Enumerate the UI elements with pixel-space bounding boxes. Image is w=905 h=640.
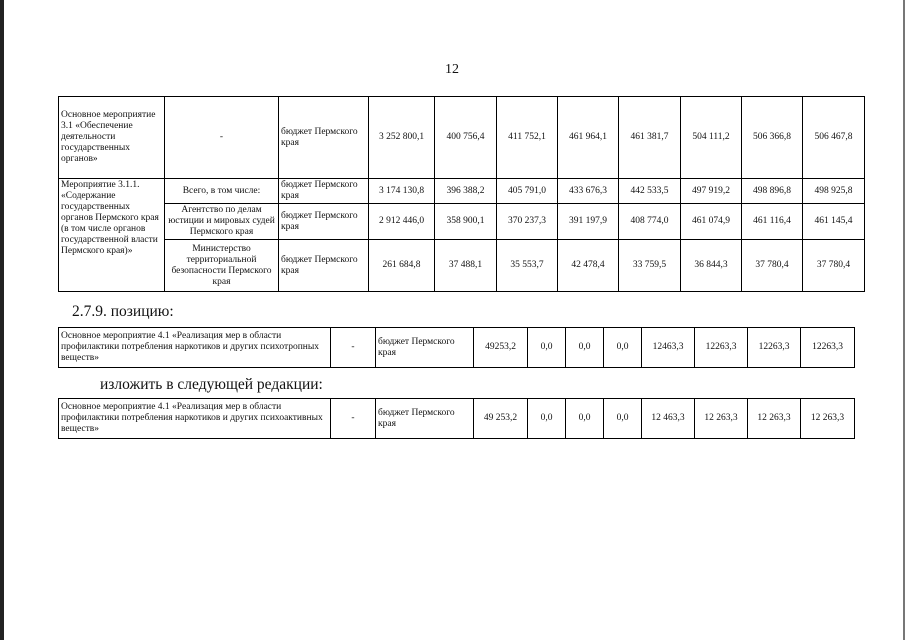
value-cell: 49253,2 xyxy=(474,328,528,368)
value-cell: 461 381,7 xyxy=(619,97,681,179)
value-cell: 358 900,1 xyxy=(435,204,497,240)
page-number: 12 xyxy=(445,62,459,77)
value-cell: 0,0 xyxy=(528,399,566,439)
table-row xyxy=(59,204,865,240)
event-name-cell: Основное мероприятие 3.1 «Обеспечение деятельности государственных органов» xyxy=(59,97,165,179)
value-cell: 506 467,8 xyxy=(803,97,865,179)
table-row xyxy=(59,97,865,179)
funding-source-cell: бюджет Пермского края xyxy=(279,204,369,240)
table-row xyxy=(59,328,855,368)
scan-edge-left xyxy=(0,0,4,640)
value-cell: 36 844,3 xyxy=(681,240,742,292)
funding-source-cell: бюджет Пермского края xyxy=(376,328,474,368)
value-cell: 35 553,7 xyxy=(497,240,558,292)
value-cell: 0,0 xyxy=(566,328,604,368)
new-edition-heading: изложить в следующей редакции: xyxy=(100,376,323,393)
value-cell: 37 780,4 xyxy=(742,240,803,292)
executor-cell: - xyxy=(165,97,279,179)
value-cell: 461 074,9 xyxy=(681,204,742,240)
funding-source-cell: бюджет Пермского края xyxy=(279,97,369,179)
value-cell: 461 116,4 xyxy=(742,204,803,240)
event-name-cell: Основное мероприятие 4.1 «Реализация мер в области профилактики потребления наркотиков и других психотропных веществ» xyxy=(59,328,331,368)
value-cell: 12263,3 xyxy=(695,328,748,368)
value-cell: 12263,3 xyxy=(748,328,801,368)
value-cell: 12263,3 xyxy=(801,328,855,368)
value-cell: 497 919,2 xyxy=(681,179,742,204)
value-cell: 391 197,9 xyxy=(558,204,619,240)
value-cell: 504 111,2 xyxy=(681,97,742,179)
value-cell: 12 263,3 xyxy=(801,399,855,439)
value-cell: 400 756,4 xyxy=(435,97,497,179)
table-row xyxy=(59,179,865,204)
executor-cell: Министерство территориальной безопасности Пермского края xyxy=(165,240,279,292)
funding-source-cell: бюджет Пермского края xyxy=(279,240,369,292)
value-cell: 3 252 800,1 xyxy=(369,97,435,179)
event-name-cell: Основное мероприятие 4.1 «Реализация мер в области профилактики потребления наркотиков и других психоактивных веществ» xyxy=(59,399,331,439)
value-cell: 506 366,8 xyxy=(742,97,803,179)
value-cell: 12 263,3 xyxy=(695,399,748,439)
value-cell: 49 253,2 xyxy=(474,399,528,439)
program-table-old xyxy=(58,327,855,368)
table-row xyxy=(59,399,855,439)
value-cell: 261 684,8 xyxy=(369,240,435,292)
value-cell: 12 263,3 xyxy=(748,399,801,439)
value-cell: 408 774,0 xyxy=(619,204,681,240)
funding-source-cell: бюджет Пермского края xyxy=(279,179,369,204)
value-cell: 37 780,4 xyxy=(803,240,865,292)
position-heading: 2.7.9. позицию: xyxy=(72,303,174,320)
value-cell: 42 478,4 xyxy=(558,240,619,292)
executor-cell: Всего, в том числе: xyxy=(165,179,279,204)
executor-cell: - xyxy=(331,328,376,368)
value-cell: 498 925,8 xyxy=(803,179,865,204)
value-cell: 12463,3 xyxy=(642,328,695,368)
value-cell: 33 759,5 xyxy=(619,240,681,292)
funding-source-cell: бюджет Пермского края xyxy=(376,399,474,439)
value-cell: 411 752,1 xyxy=(497,97,558,179)
program-table-new xyxy=(58,398,855,439)
value-cell: 396 388,2 xyxy=(435,179,497,204)
value-cell: 498 896,8 xyxy=(742,179,803,204)
value-cell: 37 488,1 xyxy=(435,240,497,292)
value-cell: 461 145,4 xyxy=(803,204,865,240)
value-cell: 433 676,3 xyxy=(558,179,619,204)
value-cell: 0,0 xyxy=(604,328,642,368)
value-cell: 370 237,3 xyxy=(497,204,558,240)
value-cell: 461 964,1 xyxy=(558,97,619,179)
value-cell: 0,0 xyxy=(528,328,566,368)
event-name-cell: Мероприятие 3.1.1. «Содержание государственных органов Пермского края (в том числе органов государственной власти Пермского края)» xyxy=(59,179,165,292)
executor-cell: Агентство по делам юстиции и мировых судей Пермского края xyxy=(165,204,279,240)
value-cell: 2 912 446,0 xyxy=(369,204,435,240)
value-cell: 3 174 130,8 xyxy=(369,179,435,204)
executor-cell: - xyxy=(331,399,376,439)
value-cell: 12 463,3 xyxy=(642,399,695,439)
value-cell: 442 533,5 xyxy=(619,179,681,204)
value-cell: 405 791,0 xyxy=(497,179,558,204)
program-table-main xyxy=(58,96,865,292)
table-row xyxy=(59,240,865,292)
value-cell: 0,0 xyxy=(604,399,642,439)
value-cell: 0,0 xyxy=(566,399,604,439)
